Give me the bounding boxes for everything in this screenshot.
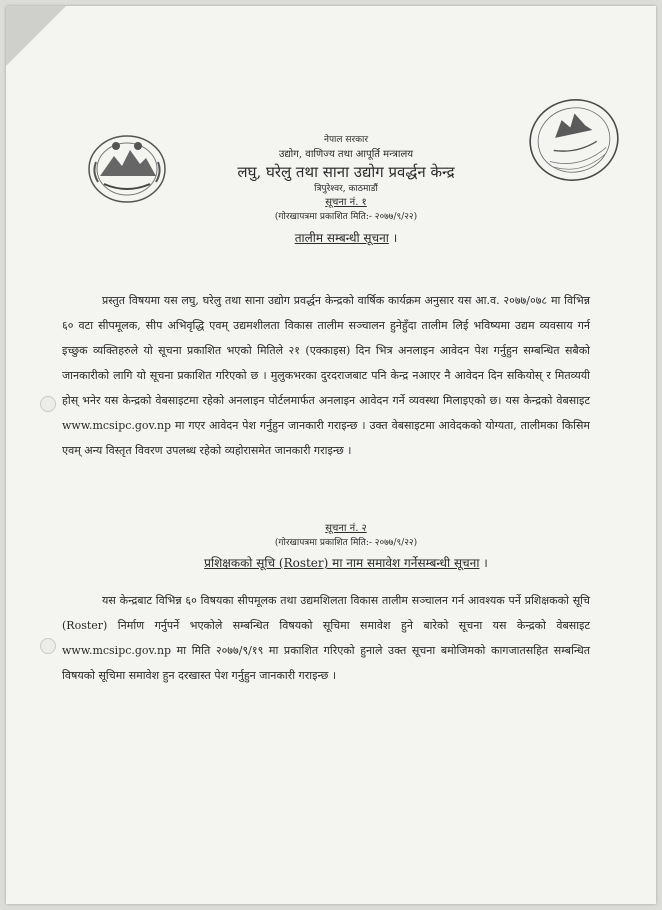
punch-hole-top xyxy=(40,396,56,412)
office-seal-stamp xyxy=(526,94,622,186)
notice-2-published-date: (गोरखापत्रमा प्रकाशित मिति:- २०७७/९/२२) xyxy=(274,538,418,548)
notice-1-body: प्रस्तुत विषयमा यस लघु, घरेलु तथा साना उद्योग प्रवर्द्धन केन्द्रको वार्षिक कार्यक्रम अनुसार यस आ.व. २०७७/०७८ मा विभिन्न ६० वटा सीपमूलक, सीप अभिवृद्धि एवम् उद्यमशीलता विकास तालीम सञ्चालन हुनेहुँदा तालीम लिई भविष्यमा उद्यम व्यवसाय गर्न इच्छुक व्यक्तिहरुले यो सूचना प्रकाशित भएको मितिले २१ (एक्काइस) दिन भित्र अनलाइन आवेदन पेश गर्नुहुन सम्बन्धित सबैको जानकारीको लागि यो सूचना प्रकाशित गरिएको छ । मुलुकभरका दुरदराजबाट पनि केन्द्र नआएर नै आवेदन दिन सकियोस् र मितव्ययी होस् भनेर यस केन्द्रको वेबसाइटमा रहेको अनलाइन पोर्टलमार्फत अनलाइन आवेदन गर्ने व्यवस्था मिलाइएको छ। यस केन्द्रको वेबसाइट www.mcsipc.gov.np मा गएर आवेदन पेश गर्नुहुन जानकारी गराइन्छ । उक्त वेबसाइटमा आवेदकको योग्यता, तालीमका किसिम एवम् अन्य विस्तृत विवरण उपलब्ध रहेको व्यहोरासमेत जानकारी गराइन्छ । xyxy=(62,294,590,457)
notice-2-title xyxy=(156,552,536,574)
government-name: नेपाल सरकार xyxy=(323,135,369,145)
notice-1-title-text: तालीम सम्बन्धी सूचना xyxy=(294,231,389,245)
notice-2-title-end: । xyxy=(479,556,488,570)
ministry-name: उद्योग, वाणिज्य तथा आपूर्ति मन्त्रालय xyxy=(278,149,414,160)
office-location: त्रिपुरेश्वर, काठमाडौं xyxy=(314,184,378,194)
notice-2-heading xyxy=(156,522,536,574)
notice-1-published-date: (गोरखापत्रमा प्रकाशित मिति:- २०७७/९/२२) xyxy=(274,212,418,222)
document-page xyxy=(6,6,656,904)
notice-2-body: यस केन्द्रबाट विभिन्न ६० विषयका सीपमूलक तथा उद्यमशिलता विकास तालीम सञ्चालन गर्न आवश्यक पर्ने प्रशिक्षकको सूचि (Roster) निर्माण गर्नुपर्ने भएकोले सम्बन्धित विषयको सूचिमा समावेश हुने बारेको सूचना यस केन्द्रको वेबसाइट www.mcsipc.gov.np मा मिति २०७७/९/१९ मा प्रकाशित गरिएको हुनाले उक्त सूचना बमोजिमको कागजातसहित सम्बन्धित विषयको सूचिमा समावेश हुन दरखास्त पेश गर्नुहुन जानकारी गराइन्छ । xyxy=(62,594,590,682)
letterhead xyxy=(156,134,536,248)
office-name: लघु, घरेलु तथा साना उद्योग प्रवर्द्धन केन्द्र xyxy=(237,163,455,181)
notice-1-number: सूचना नं. १ xyxy=(325,197,367,208)
folded-corner xyxy=(6,6,66,66)
notice-2-number: सूचना नं. २ xyxy=(325,523,367,534)
punch-hole-bottom xyxy=(40,638,56,654)
notice-2-title-text: प्रशिक्षकको सूचि (Roster) मा नाम समावेश गर्नेसम्बन्धी सूचना xyxy=(204,556,480,570)
notice-1-title-end: । xyxy=(388,231,398,245)
notice-1-title xyxy=(156,228,536,248)
